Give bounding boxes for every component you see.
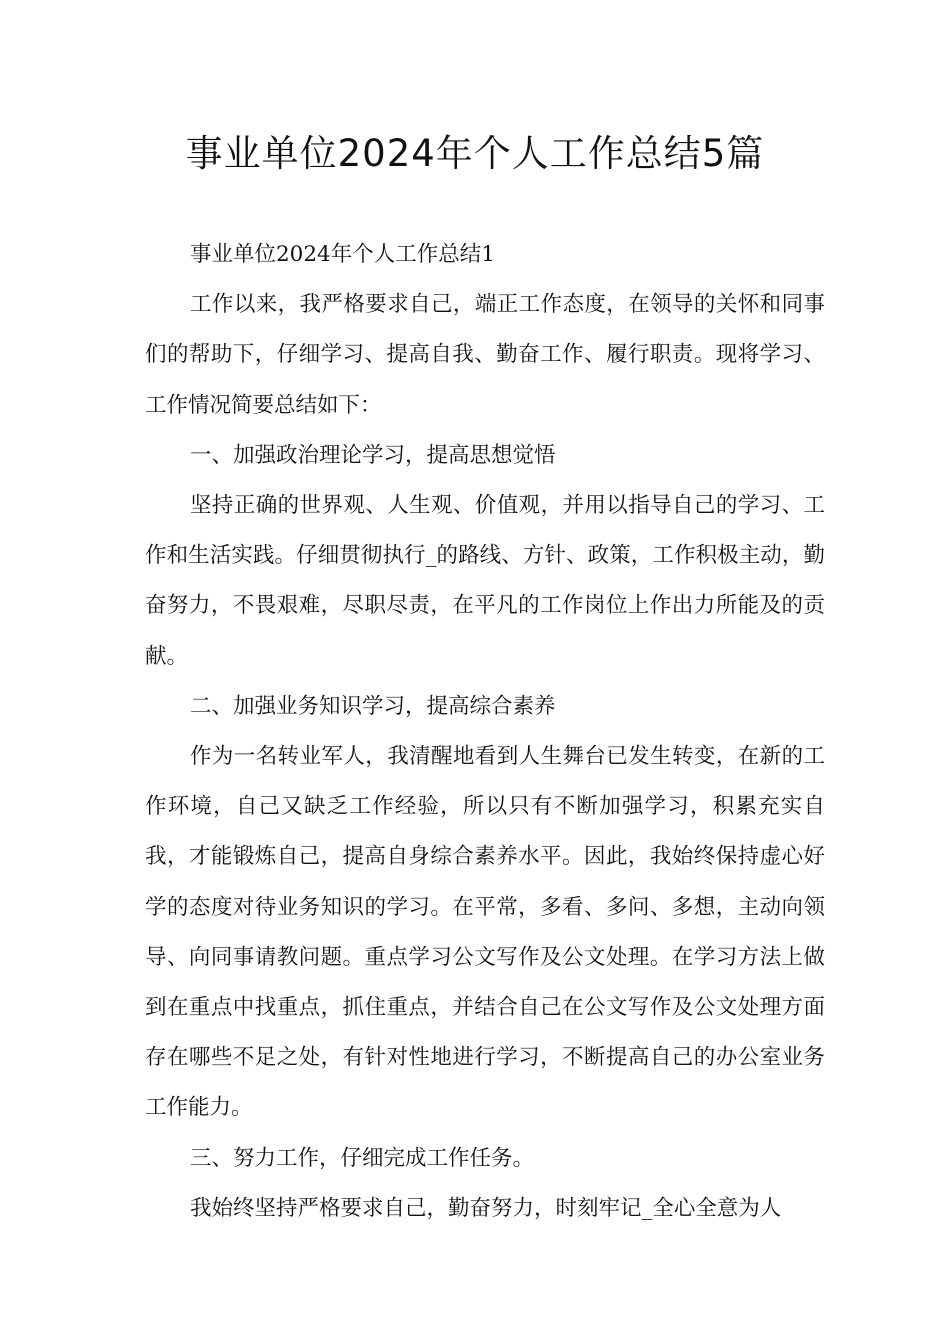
document-body bbox=[145, 230, 825, 1234]
paragraph-intro: 工作以来，我严格要求自己，端正工作态度，在领导的关怀和同事们的帮助下，仔细学习、提高自我、勤奋工作、履行职责。现将学习、工作情况简要总结如下： bbox=[145, 292, 825, 418]
subheading-business: 二、加强业务知识学习，提高综合素养 bbox=[190, 693, 556, 719]
subheading-work: 三、努力工作，仔细完成工作任务。 bbox=[190, 1145, 535, 1171]
paragraph-politics: 坚持正确的世界观、人生观、价值观，并用以指导自己的学习、工作和生活实践。仔细贯彻执行_的路线、方针、政策，工作积极主动，勤奋努力，不畏艰难，尽职尽责，在平凡的工作岗位上作出力所能及的贡献。 bbox=[145, 493, 825, 669]
paragraph-business: 作为一名转业军人，我清醒地看到人生舞台已发生转变，在新的工作环境，自己又缺乏工作经验，所以只有不断加强学习，积累充实自我，才能锻炼自己，提高自身综合素养水平。因此，我始终保持虚心好学的态度对待业务知识的学习。在平常，多看、多问、多想，主动向领导、向同事请教问题。重点学习公文写作及公文处理。在学习方法上做到在重点中找重点，抓住重点，并结合自己在公文写作及公文处理方面存在哪些不足之处，有针对性地进行学习，不断提高自己的办公室业务工作能力。 bbox=[145, 744, 825, 1121]
document-title: 事业单位2024年个人工作总结5篇 bbox=[185, 132, 765, 175]
subheading-politics: 一、加强政治理论学习，提高思想觉悟 bbox=[190, 442, 556, 468]
section-heading-1: 事业单位2024年个人工作总结1 bbox=[190, 242, 495, 267]
paragraph-work: 我始终坚持严格要求自己，勤奋努力，时刻牢记_全心全意为人 bbox=[190, 1195, 782, 1221]
